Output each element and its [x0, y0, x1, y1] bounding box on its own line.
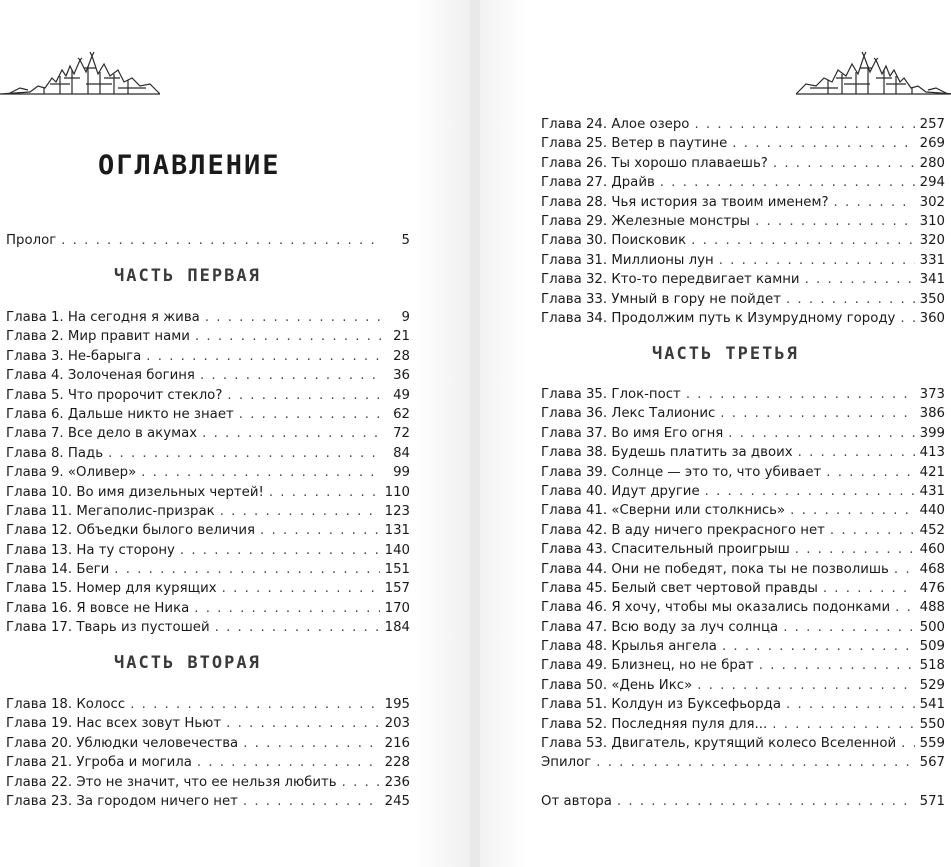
toc-dot-leader	[226, 714, 380, 733]
toc-entry-title: Глава 42. В аду ничего прекрасного нет	[541, 522, 825, 538]
toc-dot-leader	[342, 773, 380, 792]
toc-entry	[6, 463, 410, 482]
toc-dot-leader	[895, 598, 914, 617]
toc-entry-page: 195	[384, 697, 410, 712]
toc-dot-leader	[798, 443, 915, 462]
city-skyline-ornament-icon	[0, 48, 160, 98]
toc-entry	[541, 404, 945, 423]
toc-entry-title: Глава 21. Угроба и могила	[6, 755, 192, 771]
toc-entry-page: 228	[384, 755, 410, 771]
toc-entry-page: 421	[919, 464, 945, 480]
part-one-heading: ЧАСТЬ ПЕРВАЯ	[114, 266, 261, 286]
toc-entry-page: 431	[919, 483, 945, 499]
toc-entry-title: Глава 37. Во имя Его огня	[541, 425, 724, 441]
toc-entry-title: Глава 53. Двигатель, крутящий колесо Вселенной	[541, 736, 897, 752]
toc-entry	[541, 501, 945, 520]
afterword-list	[541, 792, 945, 811]
toc-entry	[6, 734, 410, 753]
toc-entry-page: 302	[919, 194, 945, 210]
toc-dot-leader	[722, 637, 915, 656]
toc-entry-page: 49	[393, 387, 410, 403]
toc-entry-page: 571	[919, 794, 945, 809]
toc-entry-title: Глава 3. Не-барыга	[6, 348, 142, 364]
page-title: ОГЛАВЛЕНИЕ	[98, 150, 281, 181]
toc-entry	[541, 173, 945, 192]
toc-entry-page: 294	[919, 175, 945, 191]
toc-entry	[541, 695, 945, 714]
toc-entry-title: Глава 43. Спасительный проигрыш	[541, 542, 790, 558]
toc-entry-page: 559	[919, 736, 945, 752]
toc-entry-title: Глава 28. Чья история за твоим именем?	[541, 194, 829, 210]
toc-dot-leader	[220, 502, 380, 521]
toc-entry-title: Глава 1. На сегодня я жива	[6, 310, 200, 325]
part-one-list	[6, 308, 410, 638]
left-page	[0, 0, 470, 867]
toc-entry	[6, 405, 410, 424]
toc-entry-title: Глава 5. Что пророчит стекло?	[6, 387, 223, 403]
toc-entry	[541, 309, 945, 328]
toc-entry-title: Глава 35. Глок-пост	[541, 387, 681, 402]
toc-entry	[6, 792, 410, 811]
toc-entry-page: 468	[919, 561, 945, 577]
toc-entry-page: 476	[919, 580, 945, 596]
toc-entry	[541, 618, 945, 637]
toc-entry	[6, 773, 410, 792]
toc-entry	[6, 327, 410, 346]
toc-dot-leader	[759, 656, 915, 675]
toc-dot-leader	[900, 309, 914, 328]
toc-entry-page: 140	[384, 542, 410, 558]
toc-entry	[6, 502, 410, 521]
toc-entry-title: Глава 50. «День Икс»	[541, 677, 693, 693]
toc-entry	[6, 599, 410, 618]
toc-entry-title: Глава 16. Я вовсе не Ника	[6, 600, 190, 616]
toc-entry-page: 386	[919, 406, 945, 422]
toc-entry-page: 373	[919, 387, 945, 402]
toc-dot-leader	[108, 444, 383, 463]
toc-entry	[541, 792, 945, 811]
toc-entry-title: Глава 2. Мир правит нами	[6, 329, 190, 345]
toc-entry-page: 509	[919, 639, 945, 655]
toc-dot-leader	[114, 560, 379, 579]
toc-entry	[6, 714, 410, 733]
toc-dot-leader	[786, 290, 915, 309]
toc-dot-leader	[202, 424, 383, 443]
toc-entry-title: Глава 31. Миллионы лун	[541, 252, 714, 268]
toc-dot-leader	[227, 386, 383, 405]
toc-dot-leader	[617, 792, 915, 811]
toc-dot-leader	[130, 695, 379, 714]
toc-entry-title: Глава 4. Золоченая богиня	[6, 368, 195, 384]
toc-dot-leader	[830, 521, 915, 540]
toc-entry-title: Глава 38. Будешь платить за двоих	[541, 445, 793, 461]
toc-entry-page: 413	[919, 445, 945, 461]
toc-entry-page: 488	[919, 600, 945, 616]
toc-entry-title: Глава 36. Лекс Талионис	[541, 406, 716, 422]
toc-entry-page: 131	[384, 523, 410, 539]
toc-entry-page: 440	[919, 503, 945, 519]
toc-entry-page: 280	[919, 155, 945, 171]
toc-dot-leader	[694, 115, 914, 134]
toc-entry-page: 550	[919, 716, 945, 732]
toc-entry-title: Глава 44. Они не победят, пока ты не позволишь	[541, 561, 889, 577]
right-page	[480, 0, 951, 867]
toc-dot-leader	[243, 792, 380, 811]
toc-entry-title: Глава 20. Ублюдки человечества	[6, 735, 239, 751]
toc-dot-leader	[200, 366, 383, 385]
toc-entry	[541, 154, 945, 173]
toc-entry-title: Глава 15. Номер для курящих	[6, 581, 217, 597]
toc-entry-page: 9	[401, 310, 410, 325]
toc-dot-leader	[728, 424, 914, 443]
toc-entry-page: 151	[384, 562, 410, 578]
toc-entry-page: 518	[919, 658, 945, 674]
toc-entry	[541, 212, 945, 231]
toc-entry-page: 21	[393, 329, 410, 345]
toc-entry	[541, 270, 945, 289]
toc-entry-page: 170	[384, 600, 410, 616]
toc-entry-page: 123	[384, 503, 410, 519]
toc-dot-leader	[222, 579, 380, 598]
toc-entry-title: Глава 8. Падь	[6, 445, 104, 461]
toc-entry-title: Глава 30. Поисковик	[541, 233, 687, 249]
toc-entry-page: 541	[919, 697, 945, 713]
toc-entry-page: 567	[919, 755, 945, 771]
toc-entry-page: 460	[919, 542, 945, 558]
toc-entry-title: Глава 10. Во имя дизельных чертей!	[6, 484, 264, 500]
toc-dot-leader	[260, 521, 380, 540]
toc-entry-title: Глава 25. Ветер в паутине	[541, 136, 728, 152]
toc-entry	[541, 734, 945, 753]
toc-entry-title: Глава 39. Солнце — это то, что убивает	[541, 464, 822, 480]
toc-entry-page: 310	[919, 213, 945, 229]
toc-entry-title: Глава 48. Крылья ангела	[541, 639, 717, 655]
toc-entry-title: Глава 45. Белый свет чертовой правды	[541, 580, 818, 596]
toc-entry-page: 216	[384, 735, 410, 751]
toc-entry-title: Пролог	[6, 233, 57, 248]
toc-dot-leader	[691, 231, 915, 250]
part-three-heading: ЧАСТЬ ТРЕТЬЯ	[652, 344, 799, 364]
toc-entry-title: Глава 19. Нас всех зовут Ньют	[6, 716, 222, 732]
toc-dot-leader	[894, 560, 915, 579]
toc-entry-page: 236	[384, 774, 410, 790]
toc-dot-leader	[239, 405, 383, 424]
toc-entry-title: Глава 23. За городом ничего нет	[6, 793, 238, 809]
toc-dot-leader	[205, 308, 383, 327]
toc-entry-title: Глава 26. Ты хорошо плаваешь?	[541, 155, 768, 171]
toc-dot-leader	[215, 618, 380, 637]
toc-entry	[541, 193, 945, 212]
toc-dot-leader	[773, 154, 915, 173]
toc-entry	[541, 656, 945, 675]
toc-dot-leader	[660, 173, 915, 192]
toc-entry	[6, 753, 410, 772]
part-two-continued-list	[541, 115, 945, 328]
toc-entry-title: Глава 41. «Сверни или столкнись»	[541, 503, 786, 519]
toc-dot-leader	[823, 579, 915, 598]
toc-entry	[6, 521, 410, 540]
toc-dot-leader	[826, 463, 914, 482]
toc-entry	[6, 308, 410, 327]
toc-entry	[541, 385, 945, 404]
toc-entry	[6, 560, 410, 579]
toc-entry-title: Глава 9. «Оливер»	[6, 465, 137, 481]
toc-entry-title: Глава 14. Беги	[6, 562, 110, 578]
toc-entry-title: Глава 22. Это не значит, что ее нельзя любить	[6, 774, 337, 790]
toc-dot-leader	[772, 715, 914, 734]
toc-entry-title: Глава 18. Колосс	[6, 697, 126, 712]
toc-entry	[6, 347, 410, 366]
toc-dot-leader	[705, 482, 915, 501]
toc-entry-page: 341	[919, 272, 945, 288]
toc-dot-leader	[141, 463, 383, 482]
toc-entry	[541, 598, 945, 617]
toc-entry	[6, 444, 410, 463]
toc-entry-title: Эпилог	[541, 755, 592, 771]
toc-entry	[541, 424, 945, 443]
toc-entry	[6, 541, 410, 560]
toc-entry-title: Глава 29. Железные монстры	[541, 213, 751, 229]
toc-entry	[541, 290, 945, 309]
part-two-list	[6, 695, 410, 811]
toc-entry-page: 399	[919, 425, 945, 441]
toc-entry	[6, 618, 410, 637]
toc-entry-page: 269	[919, 136, 945, 152]
toc-entry	[541, 482, 945, 501]
toc-entry-page: 62	[393, 406, 410, 422]
toc-dot-leader	[195, 327, 383, 346]
toc-entry-page: 72	[393, 426, 410, 442]
toc-entry-title: Глава 11. Мегаполис-призрак	[6, 503, 215, 519]
toc-entry-page: 110	[384, 484, 410, 500]
toc-entry	[541, 560, 945, 579]
toc-dot-leader	[61, 231, 383, 250]
toc-entry-title: Глава 52. Последняя пуля для...	[541, 716, 768, 732]
toc-entry	[541, 115, 945, 134]
city-skyline-ornament-icon	[796, 48, 951, 98]
toc-entry-page: 99	[393, 465, 410, 481]
toc-dot-leader	[786, 695, 915, 714]
toc-entry	[6, 366, 410, 385]
toc-entry-page: 452	[919, 522, 945, 538]
toc-entry	[6, 695, 410, 714]
toc-dot-leader	[795, 540, 915, 559]
part-two-heading: ЧАСТЬ ВТОРАЯ	[114, 653, 261, 673]
toc-dot-leader	[146, 347, 383, 366]
toc-entry-page: 245	[384, 793, 410, 809]
toc-entry	[541, 753, 945, 772]
toc-dot-leader	[197, 753, 380, 772]
toc-dot-leader	[720, 404, 914, 423]
toc-entry	[541, 637, 945, 656]
toc-entry-title: Глава 46. Я хочу, чтобы мы оказались подонками	[541, 600, 891, 616]
toc-entry-page: 529	[919, 677, 945, 693]
toc-entry-page: 331	[919, 252, 945, 268]
toc-entry	[6, 483, 410, 502]
toc-entry-page: 500	[919, 619, 945, 635]
toc-entry-title: Глава 47. Всю воду за луч солнца	[541, 619, 779, 635]
toc-entry	[541, 463, 945, 482]
toc-dot-leader	[755, 212, 915, 231]
toc-entry-page: 350	[919, 291, 945, 307]
toc-entry	[541, 443, 945, 462]
toc-entry-title: Глава 17. Тварь из пустошей	[6, 620, 210, 636]
toc-dot-leader	[805, 270, 915, 289]
toc-entry-title: Глава 12. Объедки былого величия	[6, 523, 256, 539]
toc-dot-leader	[194, 599, 379, 618]
toc-entry	[541, 231, 945, 250]
toc-entry	[6, 231, 410, 250]
toc-entry-title: Глава 34. Продолжим путь к Изумрудному городу	[541, 310, 896, 326]
toc-dot-leader	[243, 734, 379, 753]
toc-entry	[541, 521, 945, 540]
prologue-list	[6, 231, 410, 250]
toc-entry-page: 36	[393, 368, 410, 384]
toc-entry	[6, 579, 410, 598]
toc-dot-leader	[596, 753, 914, 772]
toc-entry-title: Глава 33. Умный в гору не пойдет	[541, 291, 781, 307]
toc-entry-title: От автора	[541, 794, 612, 809]
toc-entry-page: 5	[401, 233, 410, 248]
toc-entry	[6, 386, 410, 405]
toc-entry-title: Глава 24. Алое озеро	[541, 117, 690, 132]
toc-entry-page: 320	[919, 233, 945, 249]
toc-entry-title: Глава 32. Кто-то передвигает камни	[541, 272, 800, 288]
toc-entry-title: Глава 6. Дальше никто не знает	[6, 406, 234, 422]
toc-entry	[541, 134, 945, 153]
toc-dot-leader	[180, 541, 380, 560]
toc-dot-leader	[732, 134, 914, 153]
toc-entry-title: Глава 51. Колдун из Буксефьорда	[541, 697, 781, 713]
toc-dot-leader	[790, 501, 914, 520]
toc-entry	[541, 540, 945, 559]
toc-entry	[541, 251, 945, 270]
toc-entry-title: Глава 40. Идут другие	[541, 483, 700, 499]
toc-entry-page: 203	[384, 716, 410, 732]
toc-dot-leader	[686, 385, 915, 404]
toc-dot-leader	[719, 251, 915, 270]
toc-entry	[541, 579, 945, 598]
toc-entry-title: Глава 7. Все дело в акумах	[6, 426, 198, 442]
part-three-list	[541, 385, 945, 773]
toc-dot-leader	[834, 193, 915, 212]
toc-entry-title: Глава 13. На ту сторону	[6, 542, 175, 558]
toc-entry-page: 28	[393, 348, 410, 364]
toc-entry-page: 84	[393, 445, 410, 461]
toc-entry-page: 184	[384, 620, 410, 636]
toc-entry-page: 257	[919, 117, 945, 132]
toc-dot-leader	[901, 734, 914, 753]
toc-dot-leader	[783, 618, 914, 637]
toc-dot-leader	[697, 676, 914, 695]
toc-entry	[541, 676, 945, 695]
toc-dot-leader	[269, 483, 380, 502]
toc-entry-title: Глава 27. Драйв	[541, 175, 655, 191]
toc-entry-page: 360	[919, 310, 945, 326]
toc-entry	[6, 424, 410, 443]
toc-entry-page: 157	[384, 581, 410, 597]
toc-entry	[541, 715, 945, 734]
toc-entry-title: Глава 49. Близнец, но не брат	[541, 658, 754, 674]
